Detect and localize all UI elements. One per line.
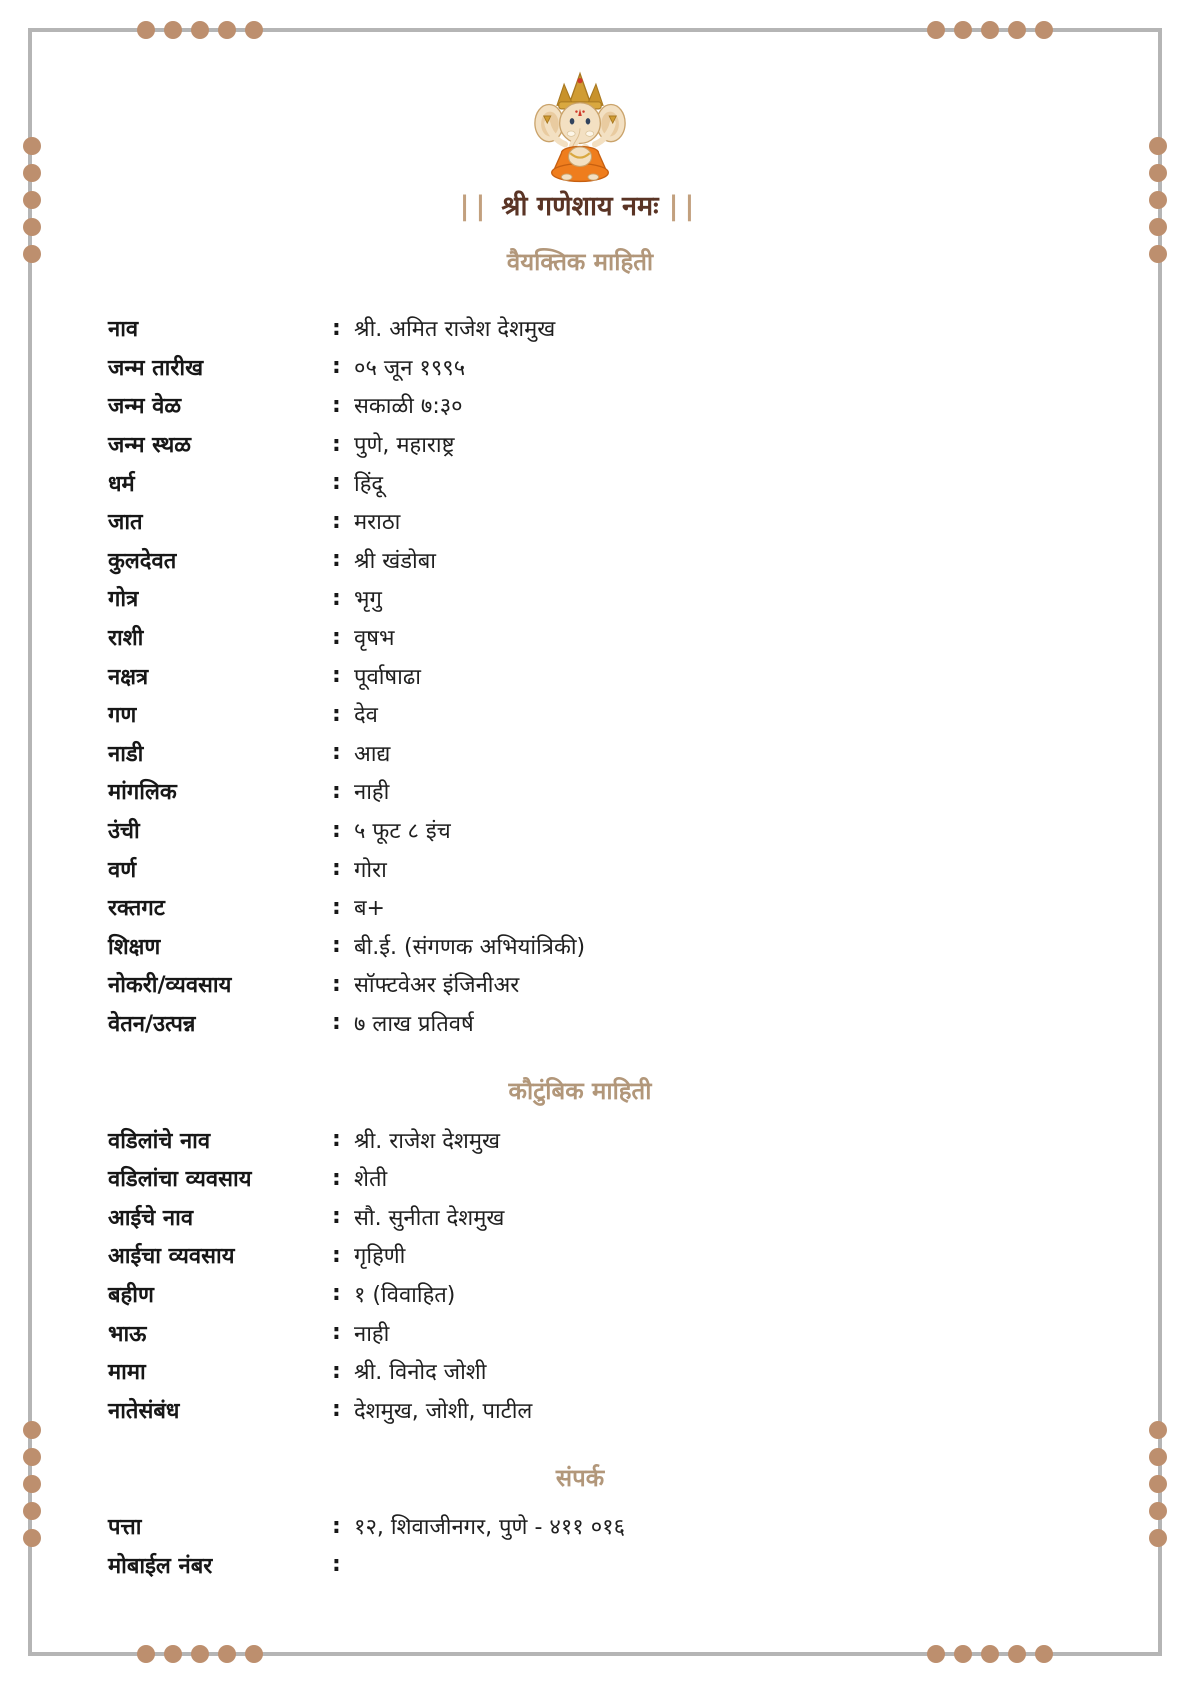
row-value: बी.ई. (संगणक अभियांत्रिकी): [354, 934, 586, 960]
row-colon: :: [332, 1127, 341, 1153]
corner-dot: [23, 137, 41, 155]
ganesha-icon: [108, 70, 1052, 185]
corner-dot: [23, 191, 41, 209]
row-label: मोबाईल नंबर: [108, 1553, 213, 1579]
row-colon: :: [332, 585, 341, 611]
rows: [108, 309, 1052, 1042]
row-value: श्री. अमित राजेश देशमुख: [354, 317, 556, 343]
row-label: वडिलांचे नाव: [108, 1128, 211, 1154]
row-colon: :: [332, 1358, 341, 1384]
row-value: पुणे, महाराष्ट्र: [354, 433, 455, 459]
corner-dot: [23, 1529, 41, 1547]
row-value: श्री खंडोबा: [354, 548, 436, 574]
row-label: रक्तगट: [108, 896, 165, 922]
row-value: शेती: [354, 1167, 388, 1193]
row-label: मामा: [108, 1360, 146, 1386]
corner-dot: [218, 1645, 236, 1663]
row-colon: :: [332, 894, 341, 920]
row-value: सॉफ्टवेअर इंजिनीअर: [354, 973, 520, 999]
row-colon: :: [332, 354, 341, 380]
row-label: नातेसंबंध: [108, 1398, 180, 1424]
row-label: कुलदेवत: [108, 548, 177, 574]
info-row: [108, 579, 1052, 618]
row-colon: :: [332, 547, 341, 573]
row-label: शिक्षण: [108, 934, 161, 960]
info-row: [108, 1352, 1052, 1391]
corner-dot: [23, 164, 41, 182]
info-row: [108, 734, 1052, 773]
info-row: [108, 463, 1052, 502]
row-colon: :: [332, 817, 341, 843]
row-label: जन्म स्थळ: [108, 433, 192, 459]
info-row: [108, 309, 1052, 348]
corner-dot: [1149, 191, 1167, 209]
corner-dot: [191, 1645, 209, 1663]
row-label: वेतन/उत्पन्न: [108, 1011, 196, 1037]
row-colon: :: [332, 470, 341, 496]
row-label: जात: [108, 510, 143, 536]
info-row: [108, 1159, 1052, 1198]
row-label: वडिलांचा व्यवसाय: [108, 1167, 252, 1193]
row-value: सकाळी ७:३०: [354, 394, 463, 420]
section: [108, 1463, 1052, 1584]
row-colon: :: [332, 663, 341, 689]
row-colon: :: [332, 1552, 341, 1578]
info-row: [108, 1236, 1052, 1275]
row-colon: :: [332, 1320, 341, 1346]
row-label: पत्ता: [108, 1515, 142, 1541]
info-row: [108, 541, 1052, 580]
row-value: ७ लाख प्रतिवर्ष: [354, 1011, 474, 1037]
info-row: [108, 1004, 1052, 1043]
corner-dot: [23, 1421, 41, 1439]
corner-dot: [23, 218, 41, 236]
row-colon: :: [332, 431, 341, 457]
info-row: [108, 1275, 1052, 1314]
info-row: [108, 425, 1052, 464]
info-row: [108, 772, 1052, 811]
row-value: नाही: [354, 780, 390, 806]
row-value: भृगु: [354, 587, 382, 613]
row-colon: :: [332, 392, 341, 418]
corner-dot: [1008, 1645, 1026, 1663]
corner-dot: [164, 1645, 182, 1663]
row-value: ५ फूट ८ इंच: [354, 819, 451, 845]
info-row: [108, 1120, 1052, 1159]
invocation-line: [108, 191, 1052, 223]
row-label: मांगलिक: [108, 780, 177, 806]
biodata-document: [108, 30, 1052, 1584]
corner-dot: [137, 1645, 155, 1663]
corner-dot: [1149, 245, 1167, 263]
row-value: वृषभ: [354, 626, 395, 652]
info-row: [108, 348, 1052, 387]
corner-dot: [23, 245, 41, 263]
row-value: सौ. सुनीता देशमुख: [354, 1205, 505, 1231]
corner-dot: [954, 1645, 972, 1663]
row-colon: :: [332, 778, 341, 804]
row-colon: :: [332, 1010, 341, 1036]
row-value: मराठा: [354, 510, 401, 536]
corner-dot: [981, 1645, 999, 1663]
corner-dot: [1149, 137, 1167, 155]
corner-dot: [1149, 218, 1167, 236]
corner-dot: [1035, 1645, 1053, 1663]
row-label: नाव: [108, 317, 139, 343]
row-value: गोरा: [354, 857, 387, 883]
row-value: ०५ जून १९९५: [354, 355, 466, 381]
row-value: देशमुख, जोशी, पाटील: [354, 1398, 533, 1424]
row-colon: :: [332, 315, 341, 341]
info-row: [108, 618, 1052, 657]
corner-dot: [1149, 1421, 1167, 1439]
info-row: [108, 849, 1052, 888]
row-label: गोत्र: [108, 587, 139, 613]
row-colon: :: [332, 624, 341, 650]
corner-dot: [23, 1502, 41, 1520]
row-colon: :: [332, 1513, 341, 1539]
info-row: [108, 927, 1052, 966]
row-label: नाडी: [108, 741, 144, 767]
row-label: आईचे नाव: [108, 1205, 194, 1231]
corner-dot: [245, 1645, 263, 1663]
row-label: जन्म वेळ: [108, 394, 182, 420]
row-label: राशी: [108, 626, 144, 652]
row-value: गृहिणी: [354, 1244, 406, 1270]
info-row: [108, 888, 1052, 927]
corner-dot: [1149, 1448, 1167, 1466]
row-colon: :: [332, 1165, 341, 1191]
row-value: ब+: [354, 896, 385, 922]
invocation-bar-right: ||: [668, 191, 701, 222]
corner-dot: [23, 1475, 41, 1493]
row-label: नक्षत्र: [108, 664, 149, 690]
row-value: नाही: [354, 1321, 390, 1347]
row-label: आईचा व्यवसाय: [108, 1244, 235, 1270]
row-label: धर्म: [108, 471, 135, 497]
section-title: कौटुंबिक माहिती: [508, 1077, 652, 1106]
info-row: [108, 1390, 1052, 1429]
row-colon: :: [332, 1281, 341, 1307]
row-label: बहीण: [108, 1282, 154, 1308]
row-colon: :: [332, 740, 341, 766]
row-value: पूर्वाषाढा: [354, 664, 421, 690]
row-label: नोकरी/व्यवसाय: [108, 973, 232, 999]
row-label: वर्ण: [108, 857, 137, 883]
row-value: श्री. राजेश देशमुख: [354, 1128, 501, 1154]
row-colon: :: [332, 1204, 341, 1230]
info-row: [108, 1197, 1052, 1236]
row-label: जन्म तारीख: [108, 355, 204, 381]
corner-dot: [23, 1448, 41, 1466]
corner-dot: [1149, 1529, 1167, 1547]
info-row: [108, 502, 1052, 541]
corner-dot: [927, 1645, 945, 1663]
info-row: [108, 656, 1052, 695]
section-title: वैयक्तिक माहिती: [506, 248, 654, 276]
invocation-bar-left: ||: [459, 191, 492, 222]
sections-host: [108, 247, 1052, 1584]
info-row: [108, 1507, 1052, 1546]
row-colon: :: [332, 508, 341, 534]
row-colon: :: [332, 701, 341, 727]
info-row: [108, 695, 1052, 734]
row-value: देव: [354, 703, 378, 729]
section: [108, 247, 1052, 1042]
row-colon: :: [332, 1242, 341, 1268]
row-value: आद्य: [354, 741, 391, 767]
rows: [108, 1507, 1052, 1584]
row-colon: :: [332, 1397, 341, 1423]
section: [108, 1076, 1052, 1429]
info-row: [108, 386, 1052, 425]
corner-dot: [1149, 1502, 1167, 1520]
info-row: [108, 1546, 1052, 1585]
row-label: गण: [108, 703, 137, 729]
row-value: १२, शिवाजीनगर, पुणे - ४११ ०१६: [354, 1515, 626, 1541]
info-row: [108, 1313, 1052, 1352]
section-title: संपर्क: [555, 1464, 605, 1493]
info-row: [108, 811, 1052, 850]
row-value: श्री. विनोद जोशी: [354, 1360, 487, 1386]
row-colon: :: [332, 971, 341, 997]
row-value: १ (विवाहित): [354, 1282, 456, 1308]
corner-dot: [1149, 1475, 1167, 1493]
row-colon: :: [332, 856, 341, 882]
info-row: [108, 965, 1052, 1004]
invocation-text: श्री गणेशाय नमः: [501, 191, 659, 222]
rows: [108, 1120, 1052, 1429]
row-label: भाऊ: [108, 1321, 147, 1347]
row-colon: :: [332, 933, 341, 959]
row-value: हिंदू: [354, 471, 384, 497]
corner-dot: [1149, 164, 1167, 182]
row-label: उंची: [108, 819, 140, 845]
